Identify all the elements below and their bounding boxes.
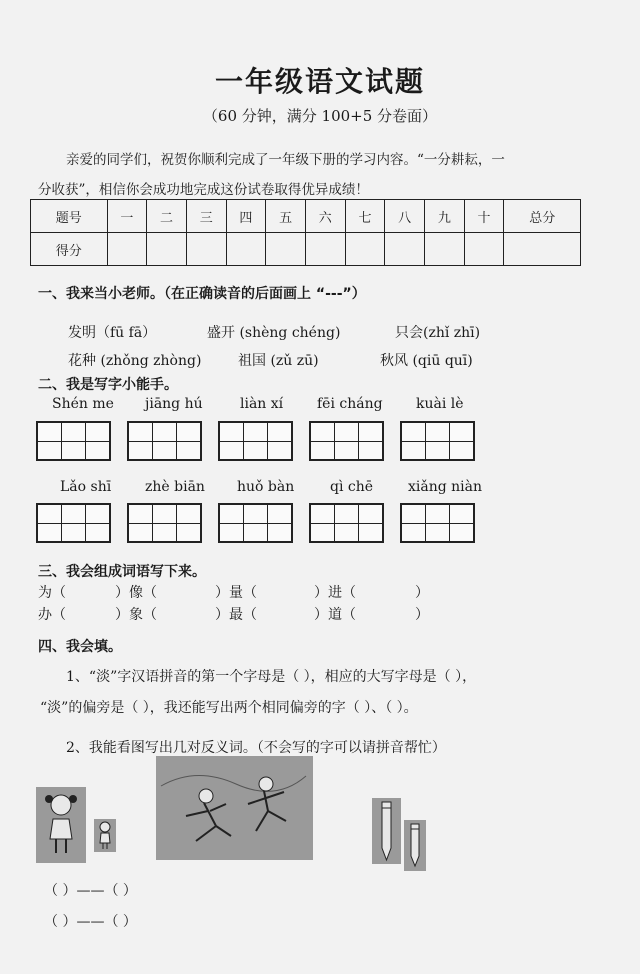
score-header-cell: 五 — [266, 200, 306, 233]
antonym-pair-blank[interactable]: （ ）——（ ） — [44, 883, 137, 899]
big-girl-picture — [36, 787, 86, 863]
short-pencil-picture — [404, 820, 426, 871]
score-table-score-row — [31, 233, 581, 266]
writing-grid[interactable] — [36, 503, 111, 543]
page-subtitle: （60 分钟，满分 100+5 分卷面） — [202, 107, 438, 125]
section2-heading: 二、我是写字小能手。 — [38, 377, 178, 393]
word-fill-item: 为（ — [38, 585, 66, 601]
question1-line1: 1、“淡”字汉语拼音的第一个字母是（ ），相应的大写字母是（ ）， — [66, 669, 477, 685]
writing-grid[interactable] — [400, 503, 475, 543]
score-cell[interactable] — [504, 233, 581, 266]
running-children-picture — [156, 756, 313, 860]
pinyin-label: Lǎo shī — [60, 479, 112, 495]
score-cell[interactable] — [186, 233, 226, 266]
pinyin-choice: 祖国 (zǔ zū) — [238, 353, 319, 369]
word-fill-item: ）道（ — [314, 607, 356, 623]
long-pencil-picture — [372, 798, 401, 864]
score-row-label: 得分 — [31, 233, 108, 266]
score-cell[interactable] — [425, 233, 465, 266]
score-table-header-row — [31, 200, 581, 233]
score-header-cell: 七 — [345, 200, 385, 233]
question2-text: 2、我能看图写出几对反义词。（不会写的字可以请拼音帮忙） — [66, 740, 446, 756]
score-header-cell: 六 — [305, 200, 345, 233]
pinyin-choice: 只会(zhǐ zhī) — [395, 325, 481, 341]
pinyin-choice: 秋风 (qiū quī) — [380, 353, 473, 369]
word-fill-item: ） — [415, 585, 429, 601]
pinyin-label: liàn xí — [240, 396, 284, 412]
score-cell[interactable] — [266, 233, 306, 266]
word-fill-item: ）象（ — [115, 607, 157, 623]
score-cell[interactable] — [305, 233, 345, 266]
score-cell[interactable] — [107, 233, 147, 266]
pinyin-choice: 盛开 (shèng chéng) — [207, 325, 341, 341]
intro-text-line2: 分收获”，相信你会成功地完成这份试卷取得优异成绩！ — [38, 182, 369, 198]
pinyin-label: Shén me — [52, 396, 114, 412]
pinyin-label: huǒ bàn — [237, 479, 295, 495]
intro-text-line1: 亲爱的同学们，祝贺你顺利完成了一年级下册的学习内容。“一分耕耘，一 — [66, 152, 505, 168]
score-header-cell: 题号 — [31, 200, 108, 233]
writing-grid[interactable] — [127, 421, 202, 461]
score-header-cell: 八 — [385, 200, 425, 233]
score-table — [30, 199, 581, 266]
score-cell[interactable] — [345, 233, 385, 266]
small-girl-picture — [94, 819, 116, 852]
section1-heading: 一、我来当小老师。（在正确读音的后面画上 “---”） — [38, 286, 366, 302]
score-header-cell: 四 — [226, 200, 266, 233]
pinyin-choice: 发明（fū fā） — [68, 325, 157, 341]
writing-grid[interactable] — [309, 503, 384, 543]
question1-line2: “淡”的偏旁是（ ），我还能写出两个相同偏旁的字（ ）、（ ）。 — [40, 700, 418, 716]
writing-grid[interactable] — [36, 421, 111, 461]
page-title: 一年级语文试题 — [214, 65, 425, 98]
antonym-pair-blank[interactable]: （ ）——（ ） — [44, 914, 137, 930]
section3-heading: 三、我会组成词语写下来。 — [38, 564, 206, 580]
score-cell[interactable] — [147, 233, 187, 266]
writing-grid[interactable] — [218, 421, 293, 461]
word-fill-item: ）最（ — [215, 607, 257, 623]
pinyin-label: fēi cháng — [317, 396, 383, 412]
section4-heading: 四、我会填。 — [38, 639, 122, 655]
score-cell[interactable] — [226, 233, 266, 266]
writing-grid[interactable] — [127, 503, 202, 543]
word-fill-item: ） — [415, 607, 429, 623]
writing-grid[interactable] — [400, 421, 475, 461]
pinyin-choice: 花种 (zhǒng zhòng) — [68, 353, 202, 369]
word-fill-item: ）量（ — [215, 585, 257, 601]
pinyin-label: kuài lè — [416, 396, 464, 412]
word-fill-item: ）进（ — [314, 585, 356, 601]
score-header-cell: 总分 — [504, 200, 581, 233]
pinyin-label: qì chē — [330, 479, 374, 495]
pinyin-label: xiǎng niàn — [408, 479, 483, 495]
score-header-cell: 十 — [464, 200, 504, 233]
score-header-cell: 九 — [425, 200, 465, 233]
score-header-cell: 一 — [107, 200, 147, 233]
pinyin-label: zhè biān — [145, 479, 205, 495]
writing-grid[interactable] — [309, 421, 384, 461]
score-cell[interactable] — [385, 233, 425, 266]
score-header-cell: 二 — [147, 200, 187, 233]
score-cell[interactable] — [464, 233, 504, 266]
pinyin-label: jiāng hú — [145, 396, 203, 412]
word-fill-item: 办（ — [38, 607, 66, 623]
score-header-cell: 三 — [186, 200, 226, 233]
word-fill-item: ）像（ — [115, 585, 157, 601]
writing-grid[interactable] — [218, 503, 293, 543]
